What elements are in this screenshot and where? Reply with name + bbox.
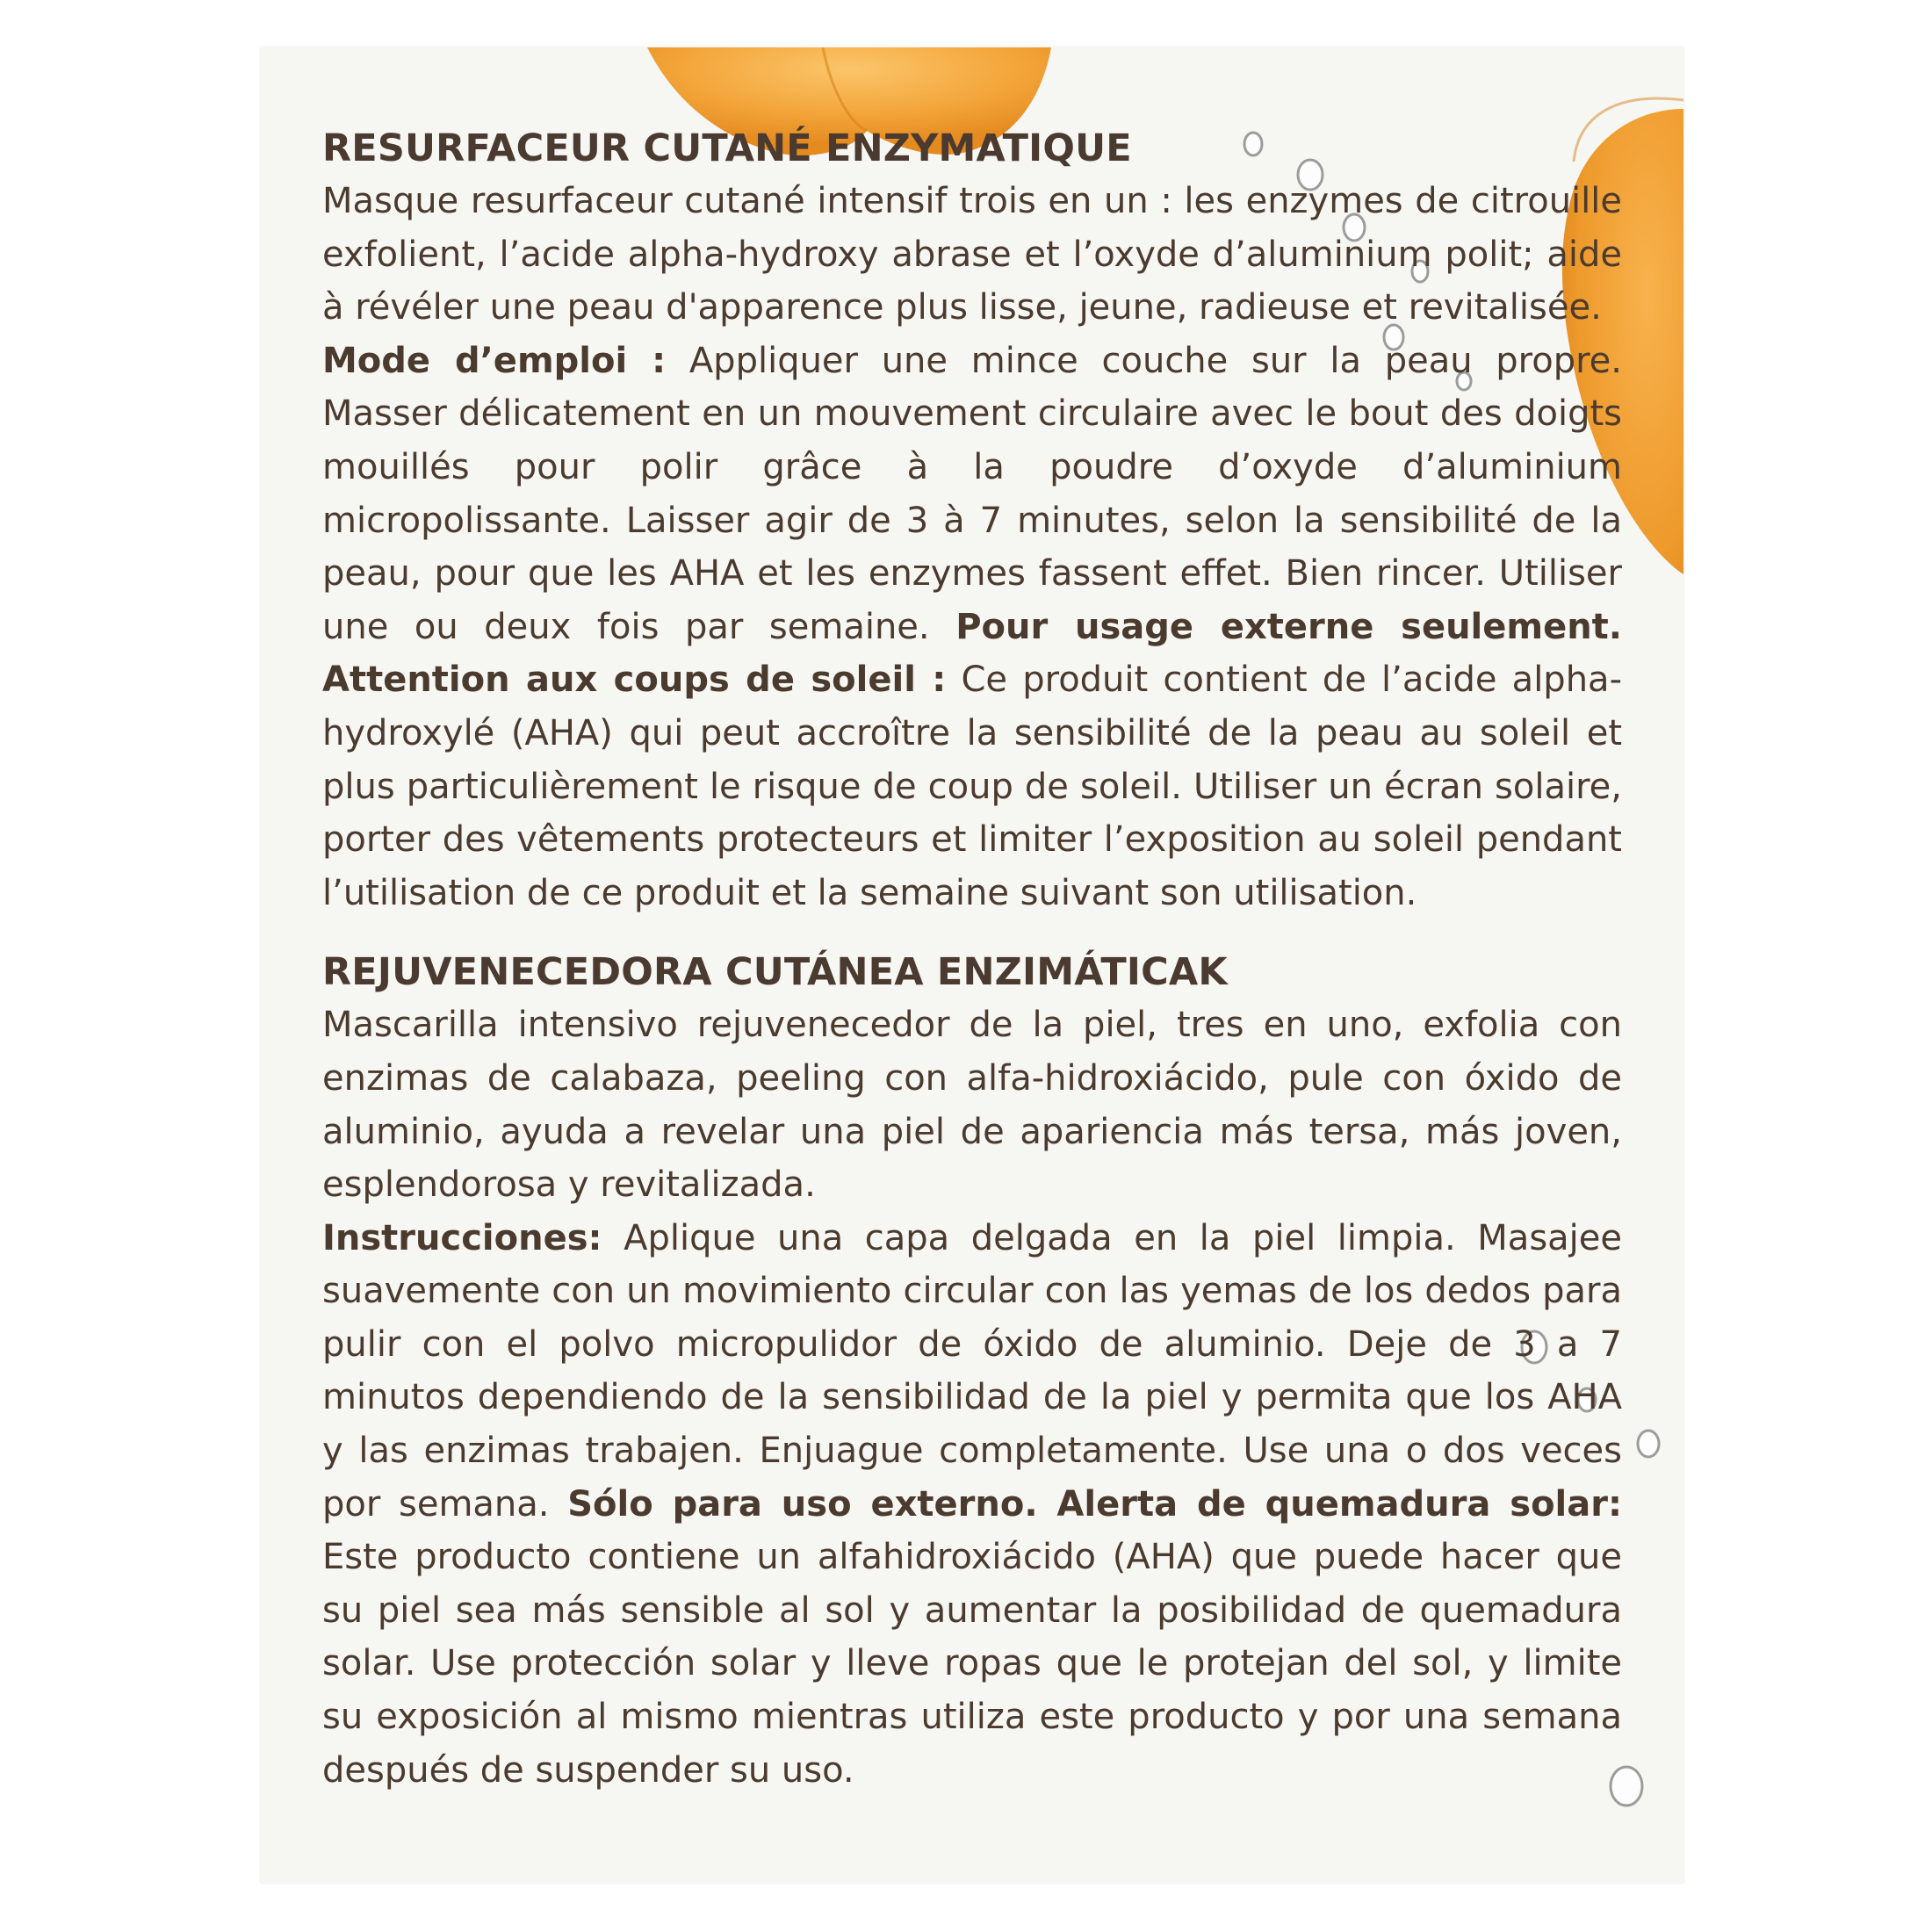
french-external-use: Pour usage externe seulement. [955, 606, 1622, 647]
french-directions [322, 335, 1622, 920]
section-gap [322, 919, 1622, 946]
spanish-external-use: Sólo para uso externo. [567, 1483, 1038, 1525]
french-directions-text: Appliquer une mince couche sur la peau propre. Masser délicatement en un mouvement circulaire avec le bout des doigts mouillés pour polir grâce à la poudre d’oxyde d’aluminium micropolissante. Laisser agir de 3 à 7 minutes, selon la sensibilité de la peau, pour que les AHA et les enzymes fassent effet. Bien rincer. Utiliser une ou deux fois par semaine. [322, 340, 1622, 647]
label-text-area [322, 122, 1622, 1797]
french-sunburn-label: Attention aux coups de soleil : [322, 660, 947, 701]
french-title: RESURFACEUR CUTANÉ ENZYMATIQUE [322, 126, 1132, 170]
spanish-directions [322, 1212, 1622, 1798]
spanish-sunburn-label: Alerta de quemadura solar: [1037, 1483, 1622, 1525]
spanish-intro: Mascarilla intensivo rejuvenecedor de la piel, tres en uno, exfolia con enzimas de calabaza, peeling con alfa-hidroxiácido, pule con óxido de aluminio, ayuda a revelar una piel de apariencia más tersa, más joven, esplendorosa y revitalizada. [322, 1005, 1622, 1206]
spanish-sunburn-text: Este producto contiene un alfahidroxiácido (AHA) que puede hacer que su piel sea más sensible al sol y aumentar la posibilidad de quemadura solar. Use protección solar y lleve ropas que le protejan del sol, y limite su exposición al mismo mientras utiliza este producto y por una semana después de suspender su uso. [322, 1537, 1622, 1791]
french-sunburn-text: Ce produit contient de l’acide alpha-hydroxylé (AHA) qui peut accroître la sensibilité de la peau au soleil et plus particulièrement le risque de coup de soleil. Utiliser un écran solaire, porter des vêtements protecteurs et limiter l’exposition au soleil pendant l’utilisation de ce produit et la semaine suivant son utilisation. [322, 660, 1622, 913]
french-intro: Masque resurfaceur cutané intensif trois en un : les enzymes de citrouille exfolient, l’acide alpha-hydroxy abrase et l’oxyde d’aluminium polit; aide à révéler une peau d'apparence plus lisse, jeune, radieuse et revitalisée. [322, 181, 1622, 328]
spanish-directions-text: Aplique una capa delgada en la piel limpia. Masajee suavemente con un movimiento circular con las yemas de los dedos para pulir con el polvo micropulidor de óxido de aluminio. Deje de 3 a 7 minutos dependiendo de la sensibilidad de la piel y permita que los AHA y las enzimas trabajen. Enjuague completamente. Use una o dos veces por semana. [322, 1217, 1622, 1525]
product-box-panel [261, 47, 1683, 1883]
french-directions-label: Mode d’emploi : [322, 340, 667, 381]
spanish-directions-label: Instrucciones: [322, 1217, 602, 1258]
spanish-title: REJUVENECEDORA CUTÁNEA ENZIMÁTICAK [322, 950, 1228, 995]
